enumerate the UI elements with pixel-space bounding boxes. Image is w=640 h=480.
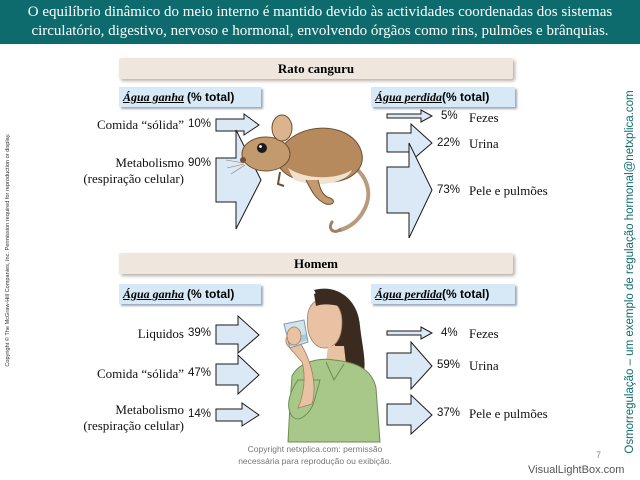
gain-percent: 39%: [188, 327, 212, 339]
title-banner: [0, 0, 640, 44]
gain-percent: 10%: [188, 118, 212, 130]
loss-header-unit: (% total): [442, 287, 490, 301]
loss-percent: 4%: [441, 327, 458, 339]
gain-percent: 90%: [188, 157, 212, 169]
gain-percent: 14%: [188, 408, 212, 420]
page-number: 7: [596, 450, 602, 460]
loss-percent: 73%: [437, 184, 461, 196]
gain-header-unit: (% total): [187, 287, 235, 301]
gain-label: Liquidos: [137, 326, 184, 341]
loss-label: Urina: [469, 136, 499, 151]
loss-label: Fezes: [469, 110, 499, 125]
panel-title-kangaroo-rat: Rato canguru: [119, 58, 513, 79]
loss-label: Pele e pulmões: [469, 183, 548, 198]
copyright-side-text: Copyright © The McGraw-Hill Companies, Inc. Permission required for reproduction or display.: [5, 133, 11, 367]
gain-arrow: [216, 316, 260, 354]
side-caption-text: Osmorregulação – um exemplo de regulação hormonal@netxplica.com: [624, 90, 636, 454]
gain-arrow: [216, 355, 260, 395]
gain-header-label: Água ganha: [123, 287, 185, 301]
loss-percent: 5%: [441, 110, 458, 122]
gain-label: Metabolismo (respiração celular): [83, 402, 184, 433]
banner-line-2: circulatório, digestivo, nervoso e hormonal, envolvendo órgãos como rins, pulmões e brânquias.: [31, 23, 609, 39]
loss-arrow: [387, 326, 433, 340]
loss-arrow: [387, 395, 433, 435]
loss-header-label: Água perdida: [375, 287, 443, 301]
loss-label: Urina: [469, 358, 499, 373]
gain-header-label: Água ganha: [123, 90, 185, 104]
banner-line-1: O equilíbrio dinâmico do meio interno é mantido devido às actividades coordenadas dos sistemas: [27, 4, 613, 20]
gain-label: Comida “sólida”: [96, 366, 184, 381]
loss-header-human: [371, 284, 515, 304]
gain-label: Metabolismo (respiração celular): [83, 155, 184, 186]
side-caption: [621, 72, 639, 472]
loss-label: Pele e pulmões: [469, 406, 548, 421]
gain-header-human: [119, 284, 261, 304]
loss-label: Fezes: [469, 326, 499, 341]
panel-title-human: Homem: [119, 253, 513, 274]
loss-percent: 59%: [437, 359, 461, 371]
gain-percent: 47%: [188, 367, 212, 379]
footer-line-1: Copyright netxplica.com: permissão: [247, 444, 383, 454]
copyright-side: [2, 100, 14, 400]
gain-arrow: [216, 403, 260, 427]
footer-line-2: necessária para reprodução ou exibição.: [238, 456, 392, 466]
footer-copyright: [200, 443, 430, 467]
watermark: VisualLightBox.com: [528, 464, 625, 476]
loss-header-unit: (% total): [442, 90, 490, 104]
loss-percent: 37%: [437, 407, 461, 419]
loss-header-label: Água perdida: [375, 90, 443, 104]
loss-arrow: [387, 342, 433, 390]
gain-label: Comida “sólida”: [96, 117, 184, 132]
woman-drinking-illustration: [262, 284, 382, 442]
loss-percent: 22%: [437, 137, 461, 149]
gain-header-unit: (% total): [187, 90, 235, 104]
kangaroo-rat-illustration: [236, 100, 396, 240]
